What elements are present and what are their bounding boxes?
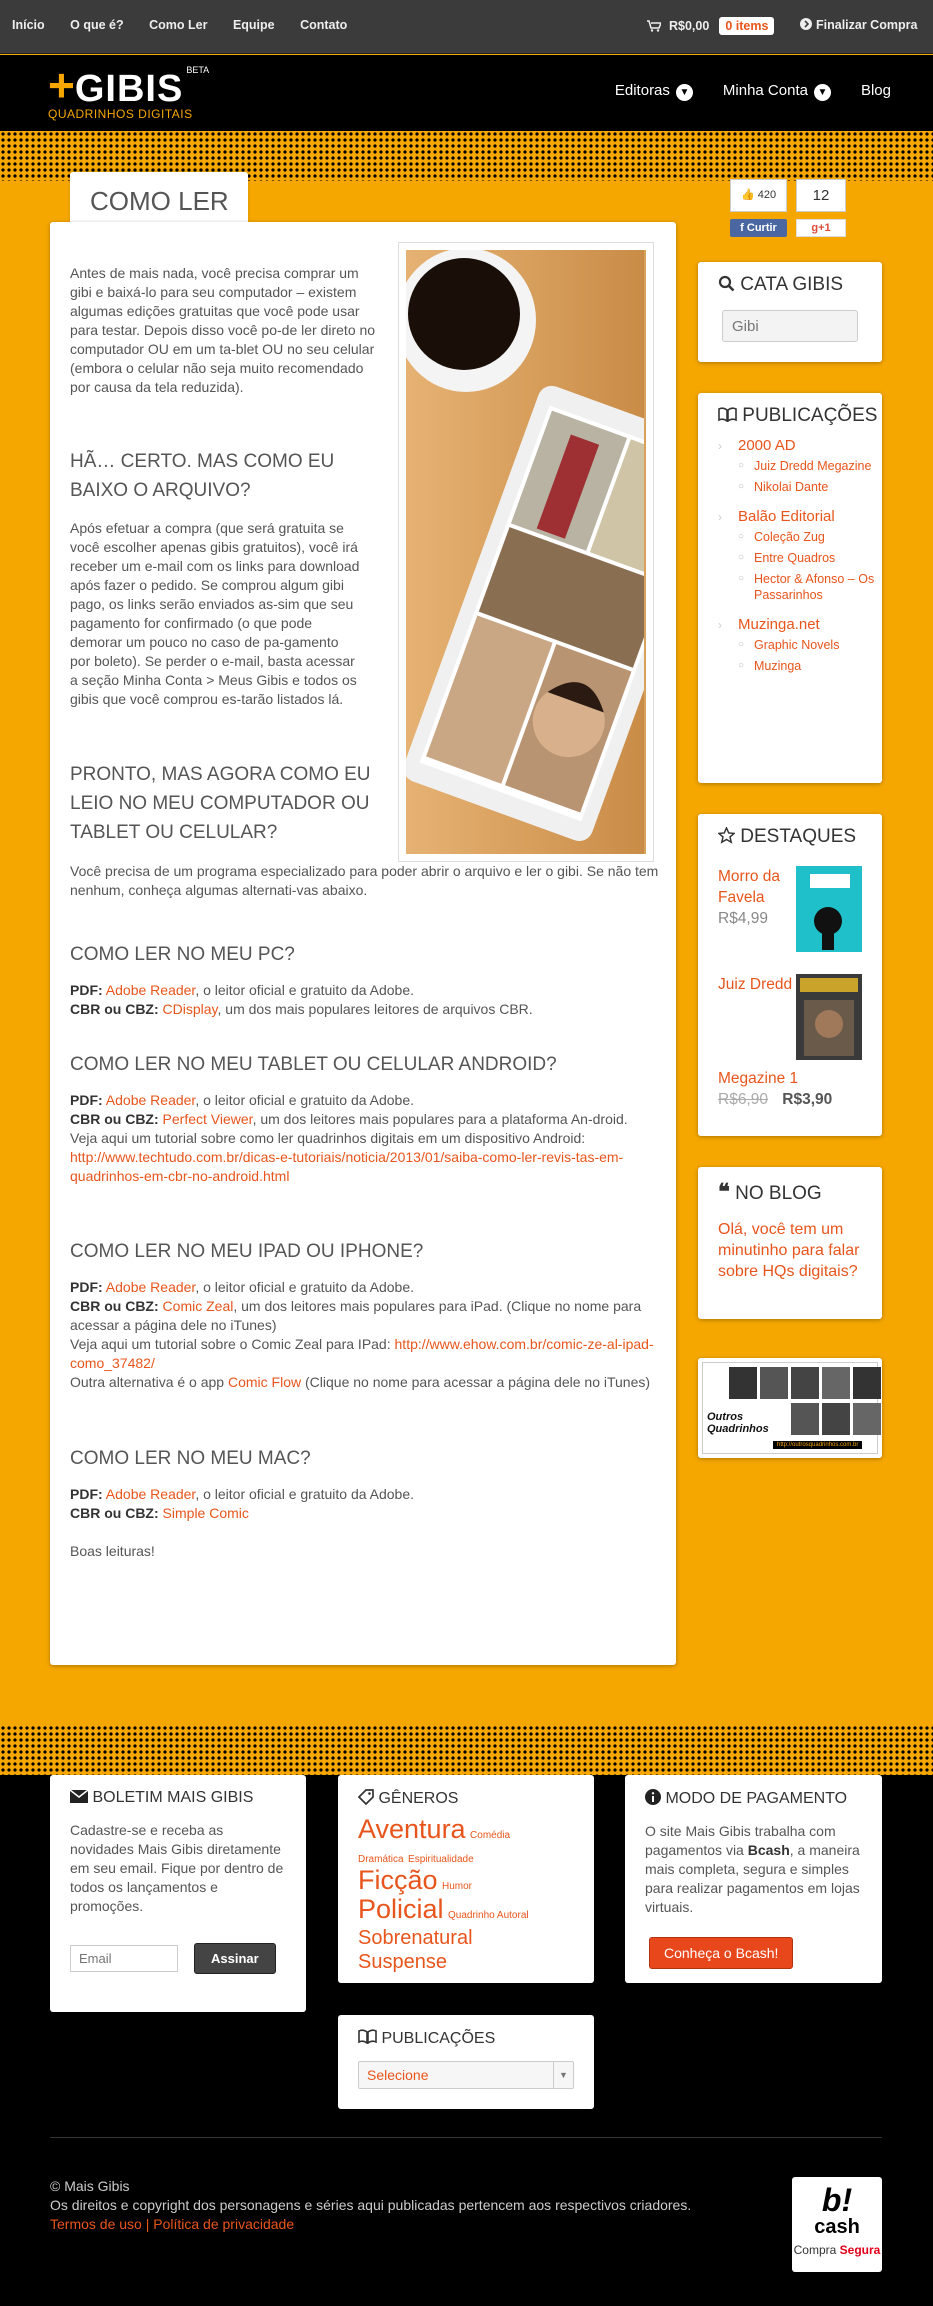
series-link[interactable]: ○ Juiz Dredd Megazine	[738, 458, 882, 474]
adobe-reader-link[interactable]: Adobe Reader	[105, 1279, 196, 1295]
rights-line: Os direitos e copyright dos personagens e séries aqui publicadas pertencem aos respectivos criadores.	[50, 2197, 692, 2213]
highlight-item-2	[718, 974, 798, 995]
payment-text	[625, 1808, 882, 1917]
cart-total: R$0,00	[669, 19, 710, 33]
genre-dramatica[interactable]: Dramática	[358, 1854, 404, 1865]
thumb	[791, 1403, 819, 1435]
alt-text: Outra alternativa é o app	[70, 1374, 228, 1390]
bcash-logo-cash: cash	[814, 2216, 860, 2238]
cart-icon	[647, 20, 661, 32]
genre-espiritualidade[interactable]: Espiritualidade	[408, 1854, 474, 1865]
intro-paragraph: Antes de mais nada, você precisa comprar um gibi e baixá-lo para seu computador – existem algumas edições gratuitas que você pode usar para testar. Depois disso você po-de ler direto no computador OU em um ta-blet OU no seu celular (embora o celular não seja muito recomendado por causa da tela reduzida).	[70, 265, 376, 395]
footer-publications-widget	[338, 2015, 594, 2109]
publications-select[interactable]	[358, 2061, 574, 2089]
genre-aventura[interactable]: Aventura	[358, 1814, 466, 1844]
pdf-label: PDF:	[70, 1486, 103, 1502]
dropdown-arrow-icon: ▼	[553, 2062, 573, 2088]
genre-ficcao[interactable]: Ficção	[358, 1865, 438, 1895]
gplus-icon: g	[811, 222, 819, 234]
thumb	[822, 1403, 850, 1435]
android-tutorial-link[interactable]: http://www.techtudo.com.br/dicas-e-tutoriais/noticia/2013/01/saiba-como-ler-revis-tas-em-quadrinhos-em-cbr-no-android.html	[70, 1149, 624, 1184]
cover-art	[796, 974, 862, 1060]
blog-widget	[698, 1167, 882, 1319]
highlights-widget	[698, 814, 882, 1136]
cdisplay-link[interactable]: CDisplay	[162, 1001, 218, 1017]
article-image	[398, 242, 654, 862]
pdf-label: PDF:	[70, 1092, 103, 1108]
bcash-logo-b: b!	[821, 2182, 853, 2218]
publisher-balao[interactable]: Balão Editorial	[738, 508, 835, 525]
nav-contato[interactable]: Contato	[300, 18, 348, 32]
nav-inicio[interactable]: Início	[12, 18, 45, 32]
cbr-label: CBR ou CBZ:	[70, 1111, 159, 1127]
nav-blog-label: Blog	[860, 82, 891, 99]
chevron-down-icon: ▼	[676, 84, 693, 101]
ipad-tutorial-text: Veja aqui um tutorial sobre o Comic Zeal para IPad:	[70, 1336, 395, 1352]
payment-title: MODO DE PAGAMENTO	[665, 1790, 848, 1807]
search-widget	[698, 262, 882, 362]
search-input[interactable]	[722, 310, 858, 342]
adobe-desc: , o leitor oficial e gratuito da Adobe.	[195, 1279, 415, 1295]
site-header	[0, 55, 933, 131]
adobe-desc: , o leitor oficial e gratuito da Adobe.	[195, 982, 415, 998]
heading-how-to-read: PRONTO, MAS AGORA COMO EU LEIO NO MEU COMPUTADOR OU TABLET OU CELULAR?	[70, 764, 371, 843]
perfect-viewer-link[interactable]: Perfect Viewer	[162, 1111, 253, 1127]
series-link[interactable]: ○ Hector & Afonso – Os Passarinhos	[738, 571, 882, 603]
paragraph-download: Após efetuar a compra (que será gratuita se você escolher apenas gibis gratuitos), você irá receber um e-mail com os links para download após fazer o pedido. Se comprou algum gibi pago, os links serão enviados as-sim que seu pagamento for confirmado (o que pode demorar um pouco no caso de pa-gamento por boleto). Se perder o e-mail, basta acessar a seção Minha Conta > Meus Gibis e todos os gibis que você comprou es-tarão listados lá.	[70, 520, 360, 707]
pdf-label: PDF:	[70, 1279, 103, 1295]
series-link[interactable]: ○ Muzinga	[738, 658, 882, 674]
cbr-label: CBR ou CBZ:	[70, 1298, 159, 1314]
simple-comic-link[interactable]: Simple Comic	[162, 1505, 249, 1521]
payment-bcash: Bcash	[747, 1842, 790, 1858]
star-icon	[718, 827, 735, 844]
highlight-2-old-price: R$6,90	[718, 1091, 768, 1108]
footer-separator: |	[145, 2216, 150, 2232]
cart-summary[interactable]	[647, 17, 774, 35]
nav-editoras[interactable]	[615, 82, 693, 101]
fb-like-count	[730, 179, 787, 212]
banner-title: Outros Quadrinhos	[707, 1411, 769, 1435]
gplus-label: +1	[818, 222, 831, 234]
nav-minha-conta[interactable]	[723, 82, 831, 101]
bcash-tag-compra: Compra	[793, 2243, 840, 2257]
checkout-label: Finalizar Compra	[816, 18, 918, 32]
copyright-line: © Mais Gibis	[50, 2178, 130, 2194]
nav-editoras-label: Editoras	[614, 82, 670, 99]
highlight-1-title[interactable]: Morro da Favela	[718, 868, 781, 906]
cover-morro-da-favela[interactable]	[796, 866, 862, 952]
chevron-right-icon: ›	[718, 618, 722, 632]
tag-icon	[358, 1789, 374, 1805]
tablet-photo-illustration	[406, 250, 644, 854]
envelope-icon	[70, 1790, 88, 1803]
newsletter-title: BOLETIM MAIS GIBIS	[92, 1789, 254, 1806]
adobe-reader-link[interactable]: Adobe Reader	[105, 1486, 196, 1502]
cdisplay-desc: , um dos mais populares leitores de arquivos CBR.	[217, 1001, 533, 1017]
cover-art	[796, 866, 862, 952]
genre-tag-cloud	[338, 1808, 594, 1975]
heading-download: HÃ… CERTO. MAS COMO EU BAIXO O ARQUIVO?	[70, 451, 335, 501]
series-link[interactable]: ○ Coleção Zug	[738, 529, 882, 545]
tablet-comic-photo	[406, 250, 646, 854]
comic-flow-link[interactable]: Comic Flow	[228, 1374, 302, 1390]
genre-policial[interactable]: Policial	[358, 1894, 444, 1924]
series-link[interactable]: ○ Nikolai Dante	[738, 479, 882, 495]
thumb	[853, 1367, 881, 1399]
genre-suspense[interactable]: Suspense	[358, 1951, 447, 1973]
genres-widget	[338, 1775, 594, 1983]
cart-items-badge: 0 items	[719, 17, 774, 35]
quote-icon: ❝	[718, 1179, 730, 1204]
publications-select-value: Selecione	[367, 2067, 429, 2083]
book-icon	[358, 2029, 377, 2044]
publications-widget	[698, 393, 882, 783]
nav-o-que-e[interactable]: O que é?	[70, 18, 124, 32]
highlight-2-title[interactable]: Juiz Dredd	[718, 976, 793, 993]
bcash-button[interactable]: Conheça o Bcash!	[649, 1937, 793, 1969]
section-android	[70, 1050, 660, 1186]
newsletter-widget	[50, 1775, 306, 2012]
highlight-item-1	[718, 866, 798, 929]
newsletter-subscribe-button[interactable]: Assinar	[194, 1943, 276, 1974]
highlights-title: DESTAQUES	[740, 826, 857, 847]
top-bar	[0, 0, 933, 54]
main-content	[50, 222, 676, 1665]
thumb	[791, 1367, 819, 1399]
fb-like-label: Curtir	[746, 222, 777, 234]
adobe-desc: , o leitor oficial e gratuito da Adobe.	[195, 1486, 415, 1502]
book-icon	[718, 407, 737, 422]
alt-post: (Clique no nome para acessar a página dele no iTunes)	[301, 1374, 651, 1390]
genre-sobrenatural[interactable]: Sobrenatural	[358, 1927, 473, 1949]
thumb	[729, 1367, 757, 1399]
newsletter-text: Cadastre-se e receba as novidades Mais Gibis diretamente em seu email. Fique por dentro de todos os lançamentos e promoções.	[70, 1822, 284, 1914]
section-download	[70, 447, 360, 709]
publisher-group	[718, 508, 882, 603]
info-icon	[645, 1789, 661, 1805]
genre-comedia[interactable]: Comédia	[470, 1830, 511, 1841]
comic-zeal-link[interactable]: Comic Zeal	[162, 1298, 234, 1314]
adobe-reader-link[interactable]: Adobe Reader	[105, 1092, 196, 1108]
thumbs-up-icon: 👍	[740, 189, 755, 201]
search-icon	[718, 275, 735, 292]
footer-copyright	[50, 2177, 691, 2234]
genre-quadrinho-autoral[interactable]: Quadrinho Autoral	[448, 1910, 529, 1921]
gplus-count: 12	[796, 179, 846, 212]
series-link[interactable]: ○ Entre Quadros	[738, 550, 882, 566]
newsletter-email-input[interactable]	[70, 1945, 178, 1972]
pdf-label: PDF:	[70, 982, 103, 998]
cbr-label: CBR ou CBZ:	[70, 1505, 159, 1521]
perfect-viewer-desc: , um dos leitores mais populares para a plataforma An-droid.	[252, 1111, 628, 1127]
paragraph-how-to-read: Você precisa de um programa especializado para poder abrir o arquivo e ler o gibi. Se não tem nenhum, conheça algumas alternati-vas abaixo.	[70, 863, 659, 898]
publisher-2000ad[interactable]: 2000 AD	[738, 437, 796, 454]
terms-link[interactable]: Termos de uso	[50, 2216, 142, 2232]
section-how-to-read	[70, 760, 380, 847]
adobe-desc: , o leitor oficial e gratuito da Adobe.	[195, 1092, 415, 1108]
page-title: COMO LER	[90, 186, 229, 216]
highlight-1-price: R$4,99	[718, 910, 768, 927]
checkout-link[interactable]	[800, 18, 917, 32]
banner-thumbs	[729, 1367, 881, 1399]
highlight-2-title-b[interactable]: Megazine 1	[718, 1070, 799, 1087]
payment-widget	[625, 1775, 882, 1983]
bcash-tag-segura: Segura	[839, 2243, 881, 2257]
series-link[interactable]: ○ Graphic Novels	[738, 637, 882, 653]
checkout-arrow-icon	[800, 18, 812, 30]
chevron-down-icon: ▼	[814, 84, 831, 101]
banner-thumbs-2	[791, 1403, 881, 1435]
logo-beta: BETA	[186, 65, 210, 75]
section-ipad	[70, 1237, 660, 1392]
fb-like-button[interactable]	[730, 219, 787, 237]
highlight-2-title-cont	[718, 1068, 832, 1110]
cover-juiz-dredd[interactable]	[796, 974, 862, 1060]
heading-android: COMO LER NO MEU TABLET OU CELULAR ANDROID?	[70, 1054, 557, 1075]
fb-count: 420	[757, 189, 777, 201]
nav-blog[interactable]	[861, 82, 891, 101]
payment-text-b: , a maneira mais completa, segura e simples para realizar pagamentos em lojas virtuais.	[645, 1842, 860, 1915]
top-nav	[12, 18, 369, 32]
publications-list	[698, 427, 882, 674]
outros-quadrinhos-banner[interactable]	[698, 1358, 882, 1458]
closing-text: Boas leituras!	[70, 1543, 155, 1559]
adobe-reader-link[interactable]: Adobe Reader	[105, 982, 196, 998]
comic-zeal-desc: , um dos leitores mais populares para iPad. (Clique no nome para acessar a página dele no iTunes)	[70, 1298, 642, 1333]
thumb	[760, 1367, 788, 1399]
nav-como-ler[interactable]: Como Ler	[149, 18, 208, 32]
privacy-link[interactable]: Política de privacidade	[153, 2216, 295, 2232]
chevron-right-icon: ›	[718, 439, 722, 453]
publications-widget-title: PUBLICAÇÕES	[742, 405, 878, 426]
android-tutorial-text: Veja aqui um tutorial sobre como ler quadrinhos digitais em um dispositivo Android:	[70, 1130, 586, 1146]
ipad-tutorial-link[interactable]: http://www.ehow.com.br/comic-ze-al-ipad-como_37482/	[70, 1336, 654, 1371]
page-title-tab	[70, 172, 248, 224]
halftone-divider-bottom	[0, 1725, 933, 1775]
section-mac	[70, 1444, 660, 1561]
highlight-2-price: R$3,90	[782, 1091, 833, 1108]
facebook-icon: f	[740, 222, 744, 234]
chevron-right-icon: ›	[718, 510, 722, 524]
cbr-label: CBR ou CBZ:	[70, 1001, 159, 1017]
blog-post-link[interactable]: Olá, você tem um minutinho para falar sobre HQs digitais?	[718, 1221, 860, 1280]
main-nav	[615, 82, 891, 101]
publisher-group	[718, 616, 882, 674]
publisher-group	[718, 437, 882, 495]
heading-mac: COMO LER NO MEU MAC?	[70, 1448, 311, 1469]
heading-ipad: COMO LER NO MEU IPAD OU IPHONE?	[70, 1241, 424, 1262]
genres-title: GÊNEROS	[378, 1790, 459, 1807]
heading-pc: COMO LER NO MEU PC?	[70, 944, 295, 965]
banner-url: http://outrosquadrinhos.com.br	[773, 1441, 862, 1449]
footer-divider	[50, 2137, 882, 2138]
genre-humor[interactable]: Humor	[441, 1881, 472, 1892]
nav-equipe[interactable]: Equipe	[232, 18, 275, 32]
publisher-muzinga[interactable]: Muzinga.net	[738, 616, 820, 633]
payment-text-a: O site Mais Gibis trabalha com pagamentos via	[645, 1823, 836, 1858]
thumb	[822, 1367, 850, 1399]
site-logo[interactable]	[48, 59, 210, 121]
logo-tagline: QUADRINHOS DIGITAIS	[48, 107, 193, 121]
logo-plus: +	[48, 59, 75, 111]
footer-publications-title: PUBLICAÇÕES	[381, 2030, 496, 2047]
thumb	[853, 1403, 881, 1435]
bcash-seal[interactable]	[792, 2177, 882, 2272]
nav-minha-conta-label: Minha Conta	[722, 82, 808, 99]
logo-name: GIBIS	[74, 68, 184, 110]
search-widget-title: CATA GIBIS	[740, 274, 844, 295]
gplus-button[interactable]	[796, 219, 846, 237]
section-pc	[70, 940, 660, 1019]
blog-widget-title: NO BLOG	[735, 1183, 822, 1204]
